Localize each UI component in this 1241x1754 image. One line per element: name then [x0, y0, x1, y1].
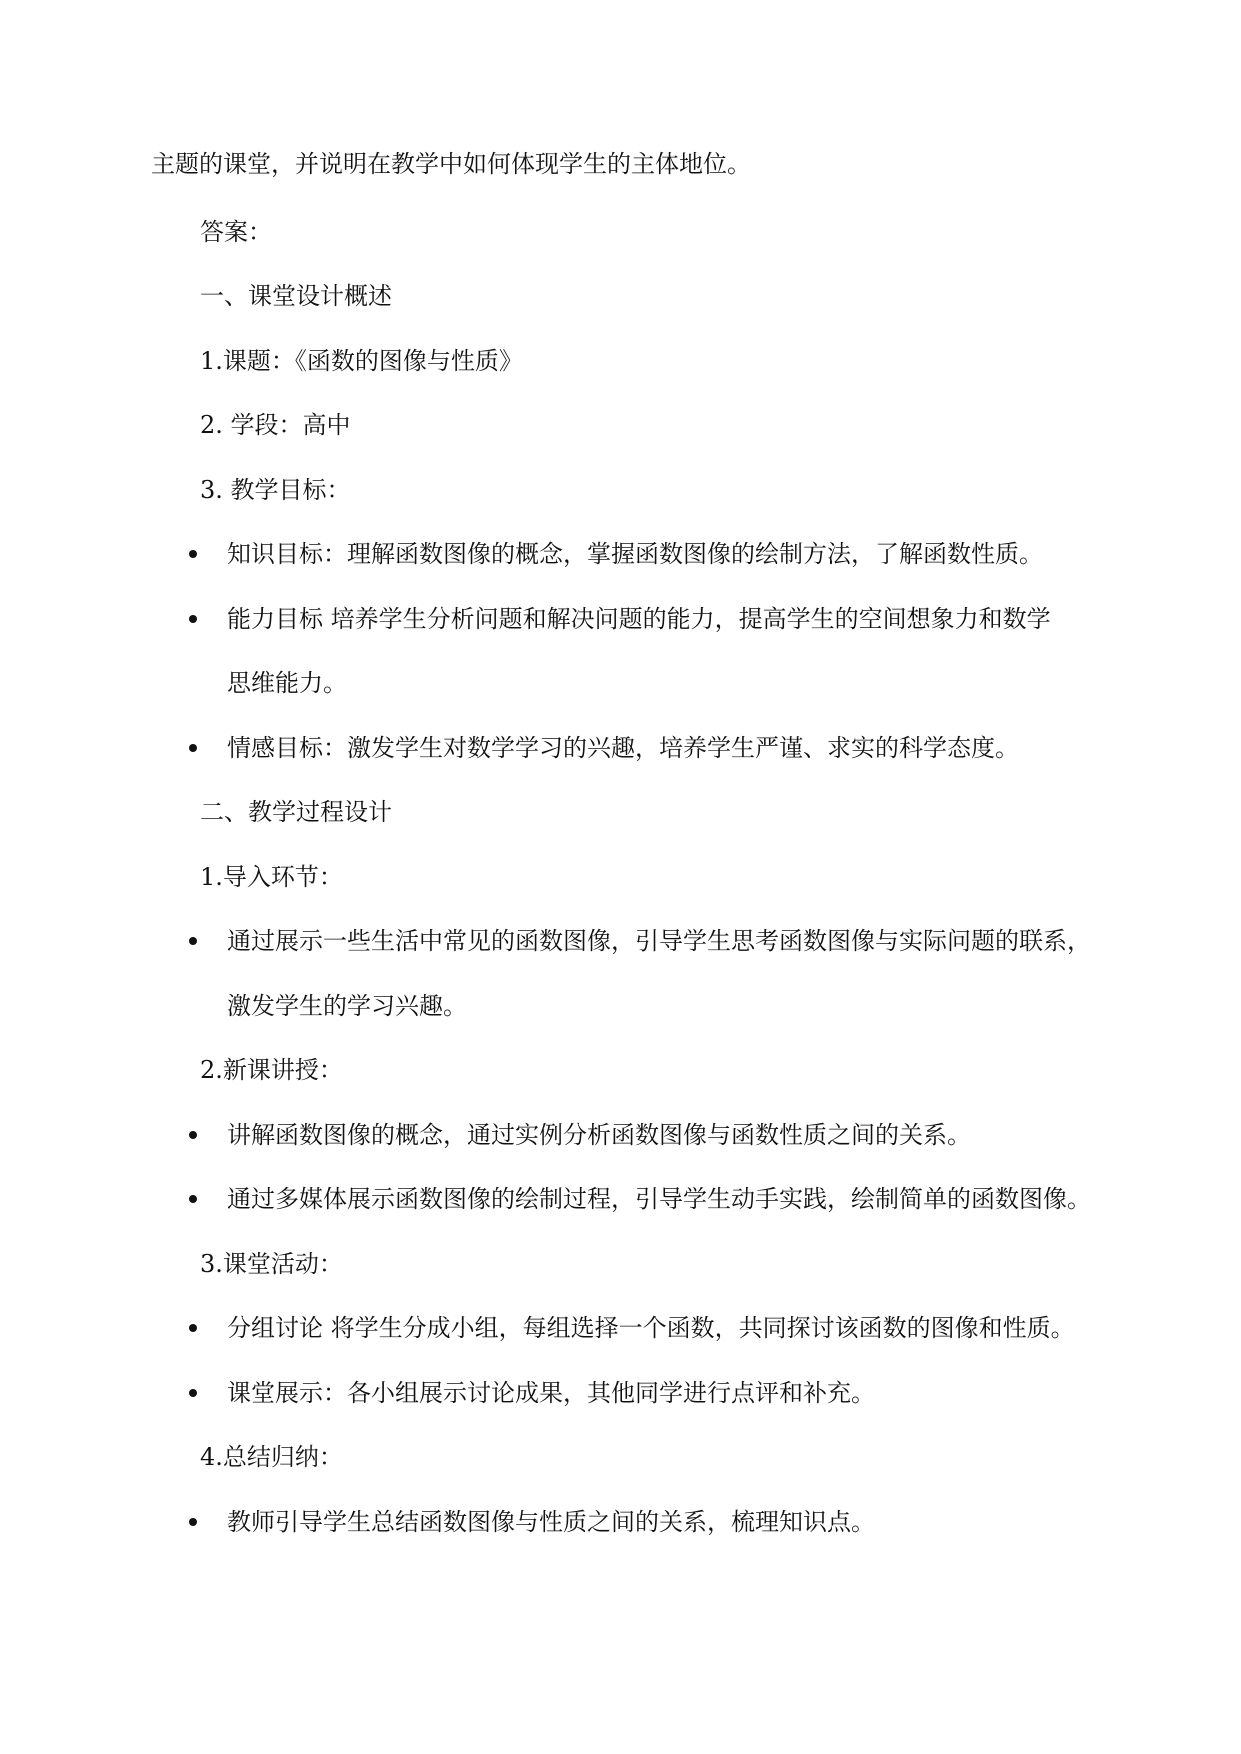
summary-label: 4.总结归纳：: [200, 1443, 343, 1471]
bullet-dot: [189, 1389, 197, 1397]
new-lesson-label: 2.新课讲授：: [200, 1056, 343, 1084]
bullet-dot: [189, 1324, 197, 1332]
answer-label: 答案：: [200, 218, 272, 246]
summary-item: 教师引导学生总结函数图像与性质之间的关系，梳理知识点。: [227, 1508, 875, 1536]
bullet-dot: [189, 615, 197, 623]
new-lesson-item: 通过多媒体展示函数图像的绘制过程，引导学生动手实践，绘制简单的函数图像。: [227, 1185, 1091, 1213]
intro-tail: 主题的课堂，并说明在教学中如何体现学生的主体地位。: [151, 150, 751, 178]
goal-ability-continued: 思维能力。: [227, 669, 347, 697]
bullet-dot: [189, 937, 197, 945]
topic-line: 1.课题：《函数的图像与性质》: [200, 347, 523, 375]
stage-line: 2. 学段：高中: [200, 411, 351, 439]
section1-heading: 一、课堂设计概述: [200, 282, 392, 310]
intro-label: 1.导入环节：: [200, 863, 343, 891]
bullet-dot: [189, 1195, 197, 1203]
intro-item-continued: 激发学生的学习兴趣。: [227, 992, 467, 1020]
goal-knowledge: 知识目标：理解函数图像的概念，掌握函数图像的绘制方法，了解函数性质。: [227, 540, 1043, 568]
bullet-dot: [189, 550, 197, 558]
bullet-dot: [189, 1518, 197, 1526]
goals-label: 3. 教学目标：: [200, 476, 351, 504]
activity-item: 课堂展示：各小组展示讨论成果，其他同学进行点评和补充。: [227, 1379, 875, 1407]
section2-heading: 二、教学过程设计: [200, 798, 392, 826]
activity-item: 分组讨论 将学生分成小组，每组选择一个函数，共同探讨该函数的图像和性质。: [227, 1314, 1075, 1342]
goal-ability: 能力目标 培养学生分析问题和解决问题的能力，提高学生的空间想象力和数学: [227, 605, 1051, 633]
bullet-dot: [189, 744, 197, 752]
new-lesson-item: 讲解函数图像的概念，通过实例分析函数图像与函数性质之间的关系。: [227, 1121, 971, 1149]
intro-item: 通过展示一些生活中常见的函数图像，引导学生思考函数图像与实际问题的联系，: [227, 927, 1091, 955]
bullet-dot: [189, 1131, 197, 1139]
activity-label: 3.课堂活动：: [200, 1250, 343, 1278]
goal-emotion: 情感目标：激发学生对数学学习的兴趣，培养学生严谨、求实的科学态度。: [227, 734, 1019, 762]
